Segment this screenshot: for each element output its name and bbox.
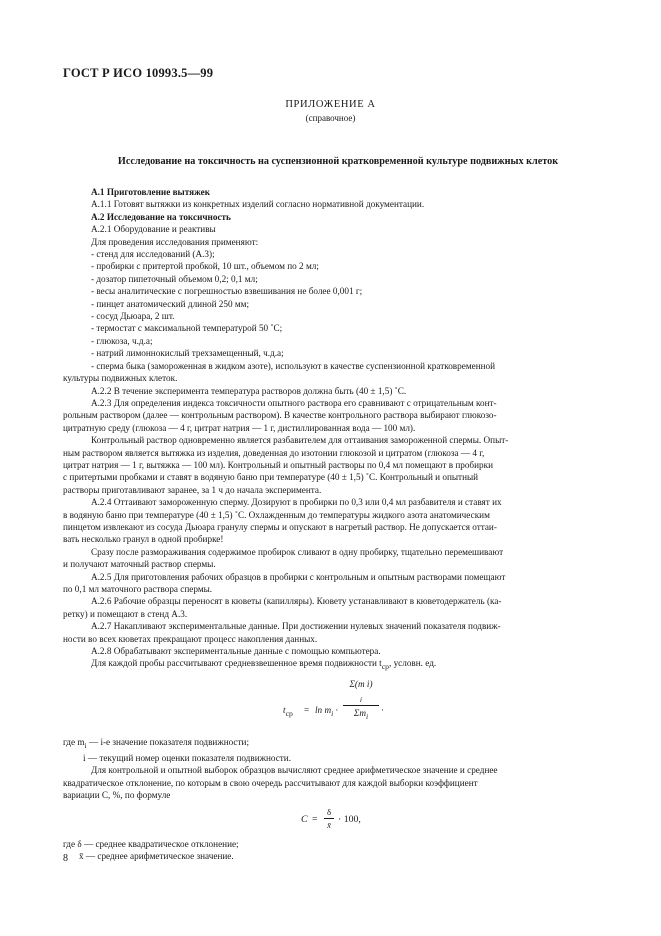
formula-lhs: $t_{ср}$ — [283, 704, 293, 718]
list-item: - дозатор пипеточный объемом 0,2; 0,1 мл; — [91, 273, 258, 284]
where-i: i — текущий номер оценки показателя подвижности. — [83, 752, 292, 763]
formula2-equals: = — [312, 813, 318, 825]
subsection-a1-title: А.1 Приготовление вытяжек — [91, 187, 210, 197]
paragraph-thaw-line: Сразу после размораживания содержимое пробирок сливают в одну пробирку, тщательно перемешивают — [91, 546, 504, 557]
document-code: ГОСТ Р ИСО 10993.5—99 — [63, 66, 214, 80]
section-heading: Исследование на токсичность на суспензионной кратковременной культуре подвижных клеток — [117, 156, 559, 167]
formula2-fraction: δ x̄ — [324, 806, 334, 832]
paragraph-thaw-line: и получают маточный раствор спермы. — [63, 559, 216, 570]
page-number: 8 — [63, 853, 68, 864]
list-item: - сперма быка (замороженная в жидком азоте), используют в качестве суспензионной кратковременной — [91, 360, 496, 371]
paragraph-a2-7-line: А.2.7 Накапливают экспериментальные данные. При достижении нулевых значений показателя подвиж- — [91, 621, 501, 632]
formula-tail: · — [381, 704, 385, 715]
paragraph-control-line: растворы приготавливают заранее, за 1 ч до начала эксперимента. — [63, 484, 322, 495]
body-text — [63, 186, 599, 862]
list-item: - натрий лимоннокислый трехзамещенный, ч.д.а; — [91, 348, 284, 359]
paragraph-a1-1: А.1.1 Готовят вытяжки из конкретных изделий согласно нормативной документации. — [91, 199, 425, 210]
formula2-c: C — [301, 813, 308, 825]
list-item: - термостат с максимальной температурой 50 ˚С; — [91, 323, 283, 334]
list-item: - стенд для исследований (А.3); — [91, 249, 215, 260]
formula2-rest: · 100, — [338, 813, 361, 825]
list-item: - пинцет анатомический длиной 250 мм; — [91, 298, 250, 309]
formula-equals: = — [304, 704, 310, 715]
formula-ln: $\ln m_i$ · — [315, 704, 338, 718]
list-item: - пробирки с притертой пробкой, 10 шт., объемом по 2 мл; — [91, 261, 319, 272]
paragraph-control-line: с притертыми пробками и ставят в водяную баню при температуре (40 ± 1,5) ˚С. Контрольный и опытный — [63, 472, 479, 483]
paragraph-a2-6-line: А.2.6 Рабочие образцы переносят в кюветы (капилляры). Кювету устанавливают в кюветодержатель (ка- — [91, 596, 502, 607]
paragraph-a2-5-line: по 0,1 мл маточного раствора спермы. — [63, 584, 213, 594]
annex-note: (справочное) — [305, 113, 356, 123]
list-item-continuation: культуры подвижных клеток. — [63, 373, 178, 384]
paragraph-a2-4-line: пинцетом извлекают из сосуда Дьюара гранулу спермы и опускают в нагретый раствор. Не допускается оттаи- — [63, 521, 497, 532]
paragraph-a2-8: А.2.8 Обрабатывают экспериментальные данные с помощью компьютера. — [91, 646, 381, 657]
annex-title: ПРИЛОЖЕНИЕ А — [285, 99, 376, 110]
list-item: - сосуд Дьюара, 2 шт. — [91, 311, 175, 322]
paragraph-a2-1: А.2.1 Оборудование и реактивы — [91, 224, 216, 235]
where-xbar: x̄ — среднее арифметическое значение. — [79, 850, 234, 861]
list-item: - весы аналитические с погрешностью взвешивания не более 0,001 г; — [91, 286, 363, 297]
paragraph-control-line: ным раствором является вытяжка из изделия, доведенная до изотонии глюкозой и цитратом (глюкоза — 4 г, — [63, 447, 485, 458]
paragraph-calc: Для каждой пробы рассчитывают средневзвешенное время подвижности $t_{ср}$, условн. ед. — [91, 658, 437, 672]
list-item: - глюкоза, ч.д.а; — [91, 335, 153, 346]
paragraph-variation-line: вариации C, %, по формуле — [63, 790, 171, 801]
paragraph-a2-3-line: цитратную среду (глюкоза — 4 г, цитрат натрия — 1 г, дистиллированная вода — 100 мл). — [63, 422, 416, 433]
paragraph-variation-line: Для контрольной и опытной выборок образцов вычисляют среднее арифметическое значение и среднее — [91, 765, 498, 776]
paragraph-a2-3-line: рольным раствором (далее — контрольным раствором). В качестве контрольного раствора выбирают глюкозо- — [63, 410, 497, 421]
paragraph-a2-1-intro: Для проведения исследования применяют: — [91, 236, 259, 247]
where-m: где $m_i$ — i-е значение показателя подвижности; — [63, 736, 249, 750]
subsection-a2-title: А.2 Исследование на токсичность — [91, 211, 231, 222]
where-delta: где δ — среднее квадратическое отклонение; — [63, 838, 239, 849]
paragraph-a2-3-line: А.2.3 Для определения индекса токсичности опытного раствора его сравнивают с отрицательным конт- — [91, 397, 497, 408]
formula-variation — [91, 806, 599, 834]
paragraph-control-line: Контрольный раствор одновременно является разбавителем для оттаивания замороженной спермы. Опыт- — [91, 435, 509, 446]
paragraph-variation-line: квадратическое отклонение, по которым в свою очередь рассчитывают для каждой выборки коэффициент — [63, 777, 478, 788]
paragraph-a2-4-line: в водяную баню при температуре (40 ± 1,5) ˚С. Охлажденным до температуры жидкого азота анатомическим — [63, 509, 490, 520]
paragraph-a2-2: А.2.2 В течение эксперимента температура растворов должна быть (40 ± 1,5) ˚С. — [91, 385, 407, 396]
paragraph-control-line: цитрат натрия — 1 г, вытяжка — 100 мл). Контрольный и опытный растворы по 0,4 мл помещают в пробирки — [63, 459, 494, 470]
formula-fraction: Σ(m i) $_i$ $\Sigma m_i$ — [343, 678, 379, 723]
paragraph-a2-5-line: А.2.5 Для приготовления рабочих образцов в пробирки с контрольным и опытным растворами помещают — [91, 571, 506, 582]
paragraph-a2-4-line: А.2.4 Оттаивают замороженную сперму. Дозируют в пробирки по 0,3 или 0,4 мл разбавителя и ставят их — [91, 497, 502, 508]
formula-weighted-time — [91, 678, 599, 734]
paragraph-a2-6-line: ретку) и помещают в стенд А.3. — [63, 608, 188, 619]
paragraph-a2-4-line: вать несколько гранул в одной пробирке! — [63, 534, 224, 545]
paragraph-a2-7-line: ности во всех кюветах прекращают процесс накопления данных. — [63, 633, 318, 644]
